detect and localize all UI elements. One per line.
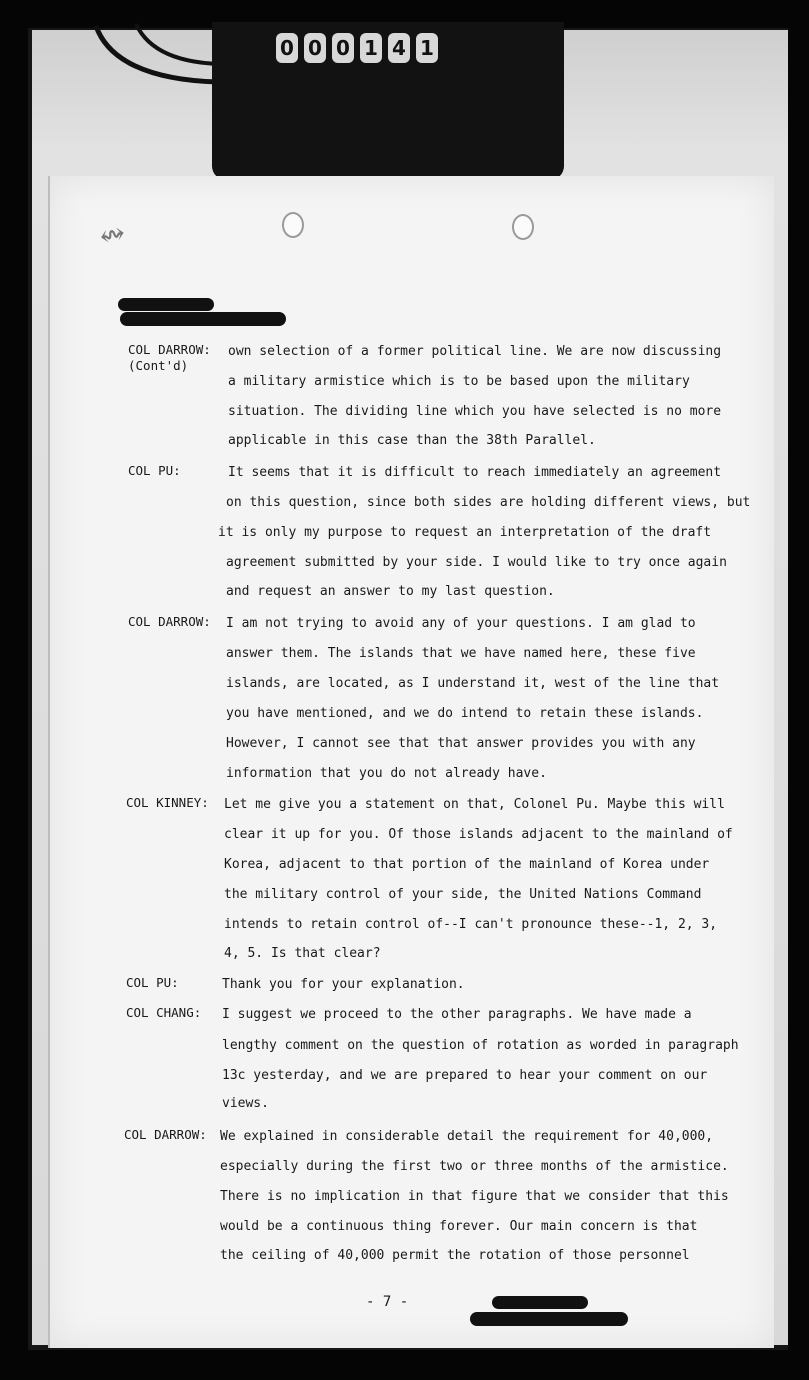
- speaker-label: COL PU:: [128, 463, 181, 478]
- dialogue-line: Korea, adjacent to that portion of the mainland of Korea under: [224, 857, 710, 872]
- dialogue-line: it is only my purpose to request an interpretation of the draft: [218, 525, 712, 540]
- dialogue-line: I am not trying to avoid any of your questions. I am glad to: [226, 616, 696, 631]
- dialogue-line: situation. The dividing line which you have selected is no more: [228, 404, 722, 419]
- dialogue-line: a military armistice which is to be based upon the military: [228, 374, 690, 389]
- speaker-label: COL DARROW:: [124, 1127, 207, 1142]
- dialogue-line: applicable in this case than the 38th Parallel.: [228, 433, 596, 448]
- counter-digit: 4: [388, 33, 410, 63]
- speaker-label: COL CHANG:: [126, 1005, 202, 1020]
- dialogue-line: information that you do not already have.: [226, 766, 547, 781]
- dialogue-line: 13c yesterday, and we are prepared to hear your comment on our: [222, 1068, 708, 1083]
- dialogue-line: agreement submitted by your side. I would like to try once again: [226, 555, 727, 570]
- dialogue-line: clear it up for you. Of those islands adjacent to the mainland of: [224, 827, 733, 842]
- dialogue-line: would be a continuous thing forever. Our main concern is that: [220, 1219, 698, 1234]
- speaker-label: COL DARROW:: [128, 614, 211, 629]
- speaker-label: COL KINNEY:: [126, 795, 209, 810]
- dialogue-line: answer them. The islands that we have named here, these five: [226, 646, 696, 661]
- dialogue-line: There is no implication in that figure that we consider that this: [220, 1189, 729, 1204]
- dialogue-line: the ceiling of 40,000 permit the rotation of those personnel: [220, 1248, 690, 1263]
- dialogue-line: own selection of a former political line. We are now discussing: [228, 344, 722, 359]
- counter-digit: 1: [416, 33, 438, 63]
- dialogue-line: intends to retain control of--I can't pronounce these--1, 2, 3,: [224, 917, 718, 932]
- dialogue-line: However, I cannot see that that answer provides you with any: [226, 736, 696, 751]
- dialogue-line: Thank you for your explanation.: [222, 977, 465, 992]
- counter-digit: 0: [332, 33, 354, 63]
- dialogue-line: 4, 5. Is that clear?: [224, 946, 381, 961]
- speaker-label: COL DARROW: (Cont'd): [128, 342, 211, 373]
- counter-digit: 0: [304, 33, 326, 63]
- dialogue-line: views.: [222, 1096, 269, 1111]
- dialogue-line: I suggest we proceed to the other paragraphs. We have made a: [222, 1007, 692, 1022]
- corner-pencil-mark: ↭: [96, 215, 129, 255]
- dialogue-line: the military control of your side, the United Nations Command: [224, 887, 702, 902]
- page-number: - 7 -: [366, 1294, 409, 1310]
- dialogue-line: islands, are located, as I understand it, west of the line that: [226, 676, 720, 691]
- dialogue-line: It seems that it is difficult to reach immediately an agreement: [228, 465, 722, 480]
- dialogue-line: Let me give you a statement on that, Colonel Pu. Maybe this will: [224, 797, 725, 812]
- dialogue-line: and request an answer to my last question.: [226, 584, 555, 599]
- dialogue-line: lengthy comment on the question of rotation as worded in paragraph: [222, 1038, 739, 1053]
- counter-digit: 0: [276, 33, 298, 63]
- dialogue-line: on this question, since both sides are holding different views, but: [226, 495, 751, 510]
- dialogue-line: We explained in considerable detail the requirement for 40,000,: [220, 1129, 714, 1144]
- dialogue-line: you have mentioned, and we do intend to retain these islands.: [226, 706, 704, 721]
- counter-digit: 1: [360, 33, 382, 63]
- dialogue-line: especially during the first two or three months of the armistice.: [220, 1159, 729, 1174]
- speaker-label: COL PU:: [126, 975, 179, 990]
